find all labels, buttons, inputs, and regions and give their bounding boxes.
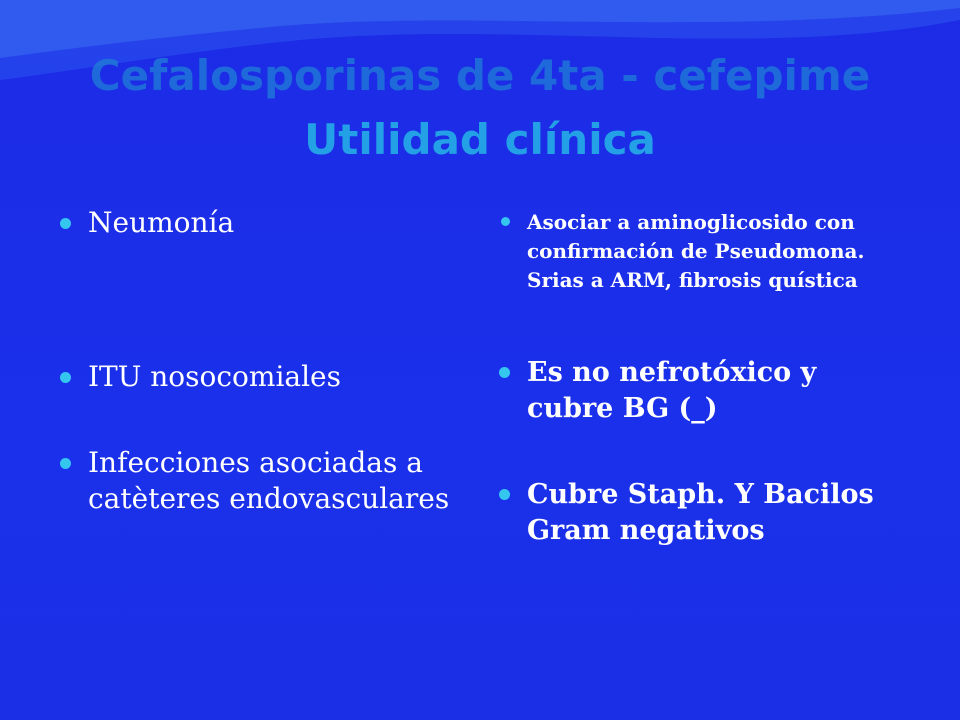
bullet-icon bbox=[501, 217, 510, 226]
list-item bbox=[527, 477, 907, 549]
bullet-icon bbox=[60, 218, 71, 229]
list-item bbox=[88, 205, 488, 241]
bullet-icon bbox=[499, 489, 510, 500]
list-item-text: Cubre Staph. Y Bacilos Gram negativos bbox=[527, 479, 874, 546]
list-item bbox=[88, 445, 488, 517]
bullet-icon bbox=[60, 372, 71, 383]
bullet-icon bbox=[60, 458, 71, 469]
left-bullet-list bbox=[88, 205, 488, 517]
list-item-text: Asociar a aminoglicosido con confirmación de Pseudomona. Srias a ARM, fibrosis quística bbox=[527, 210, 865, 292]
list-item-text: Neumonía bbox=[88, 206, 235, 239]
title-line-1: Cefalosporinas de 4ta - cefepime bbox=[89, 51, 871, 100]
list-item bbox=[88, 359, 488, 395]
list-item-text: Infecciones asociadas a catèteres endovasculares bbox=[88, 446, 450, 515]
bullet-icon bbox=[499, 367, 510, 378]
list-item-text: ITU nosocomiales bbox=[88, 360, 341, 393]
slide-title bbox=[60, 44, 900, 172]
right-bullet-list bbox=[527, 208, 907, 549]
list-item bbox=[527, 355, 907, 427]
list-item bbox=[527, 208, 907, 295]
list-item-text: Es no nefrotóxico y cubre BG (_) bbox=[527, 357, 817, 424]
title-line-2: Utilidad clínica bbox=[304, 115, 656, 164]
